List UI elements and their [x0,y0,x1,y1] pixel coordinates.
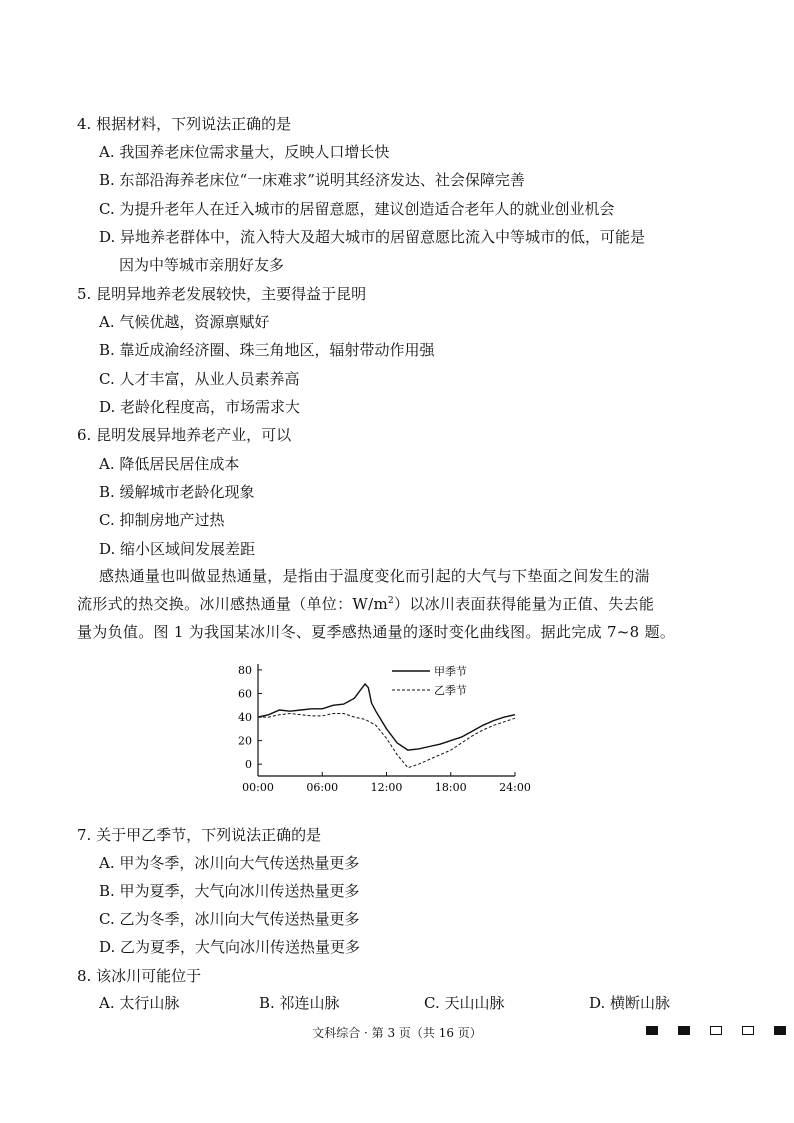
question-4-stem: 4. 根据材料，下列说法正确的是 [77,115,292,133]
page-mark-empty [742,1026,754,1035]
page-marks [646,1026,786,1035]
question-8-options [99,993,719,1013]
question-8-option-c: C. 天山山脉 [424,994,505,1012]
page-mark-filled [678,1026,690,1035]
question-7-stem: 7. 关于甲乙季节，下列说法正确的是 [77,826,322,844]
y-tick-label: 40 [238,711,252,725]
legend-label: 乙季节 [434,684,467,697]
question-4-option-b: B. 东部沿海养老床位“一床难求”说明其经济发达、社会保障完善 [99,171,525,189]
question-5-option-c: C. 人才丰富，从业人员素养高 [99,370,300,388]
x-ticks [242,772,531,794]
series-yi-line [258,714,515,768]
question-8-option-b: B. 祁连山脉 [259,994,340,1012]
x-tick-label: 00:00 [242,781,274,794]
material-line-2: 流形式的热交换。冰川感热通量（单位：$W/m^2$）以冰川表面获得能量为正值、失去能 [77,595,655,613]
question-8-option-d: D. 横断山脉 [589,994,671,1012]
question-8-option-a: A. 太行山脉 [99,994,180,1012]
question-5-option-d: D. 老龄化程度高，市场需求大 [99,398,301,416]
question-5-option-a: A. 气候优越，资源禀赋好 [99,313,270,331]
x-tick-label: 18:00 [434,781,467,794]
question-5-option-b: B. 靠近成渝经济圈、珠三角地区，辐射带动作用强 [99,341,435,359]
material-line-3: 量为负值。图 1 为我国某冰川冬、夏季感热通量的逐时变化曲线图。据此完成 7~8 题。 [77,623,676,641]
question-4-option-d-continued: 因为中等城市亲朋好友多 [119,256,285,274]
x-tick-label: 12:00 [370,781,403,794]
material-paragraph [77,562,727,646]
series-layer [258,684,515,768]
question-6-stem: 6. 昆明发展异地养老产业，可以 [77,426,292,444]
page-footer: 文科综合 · 第 3 页（共 16 页） [312,1026,482,1040]
question-4-option-d: D. 异地养老群体中，流入特大及超大城市的居留意愿比流入中等城市的低，可能是 [99,228,646,246]
question-7-option-a: A. 甲为冬季，冰川向大气传送热量更多 [99,854,360,872]
question-5-stem: 5. 昆明异地养老发展较快，主要得益于昆明 [77,285,367,303]
question-6-option-b: B. 缓解城市老龄化现象 [99,483,255,501]
series-jia-line [258,684,515,750]
legend-label: 甲季节 [434,665,467,678]
chart-axes [258,664,515,776]
y-tick-label: 20 [238,734,252,748]
page-mark-empty [710,1026,722,1035]
chart-legend [392,664,467,697]
question-4-option-a: A. 我国养老床位需求量大，反映人口增长快 [99,143,390,161]
question-7-option-b: B. 甲为夏季，大气向冰川传送热量更多 [99,882,360,900]
x-tick-label: 06:00 [306,781,339,794]
question-4-option-c: C. 为提升老年人在迁入城市的居留意愿，建议创造适合老年人的就业创业机会 [99,200,615,218]
page-mark-filled [774,1026,786,1035]
y-tick-label: 80 [238,663,252,677]
question-8-stem: 8. 该冰川可能位于 [77,967,202,985]
y-tick-label: 0 [245,758,252,772]
y-tick-label: 60 [238,687,252,701]
question-7-option-d: D. 乙为夏季，大气向冰川传送热量更多 [99,938,361,956]
question-6-option-c: C. 抑制房地产过热 [99,511,225,529]
material-line-1: 感热通量也叫做显热通量，是指由于温度变化而引起的大气与下垫面之间发生的湍 [99,567,650,585]
question-6-option-d: D. 缩小区域间发展差距 [99,540,256,558]
page-mark-filled [646,1026,658,1035]
x-tick-label: 24:00 [499,781,531,794]
question-6-option-a: A. 降低居民居住成本 [99,455,240,473]
question-7-option-c: C. 乙为冬季，冰川向大气传送热量更多 [99,910,360,928]
